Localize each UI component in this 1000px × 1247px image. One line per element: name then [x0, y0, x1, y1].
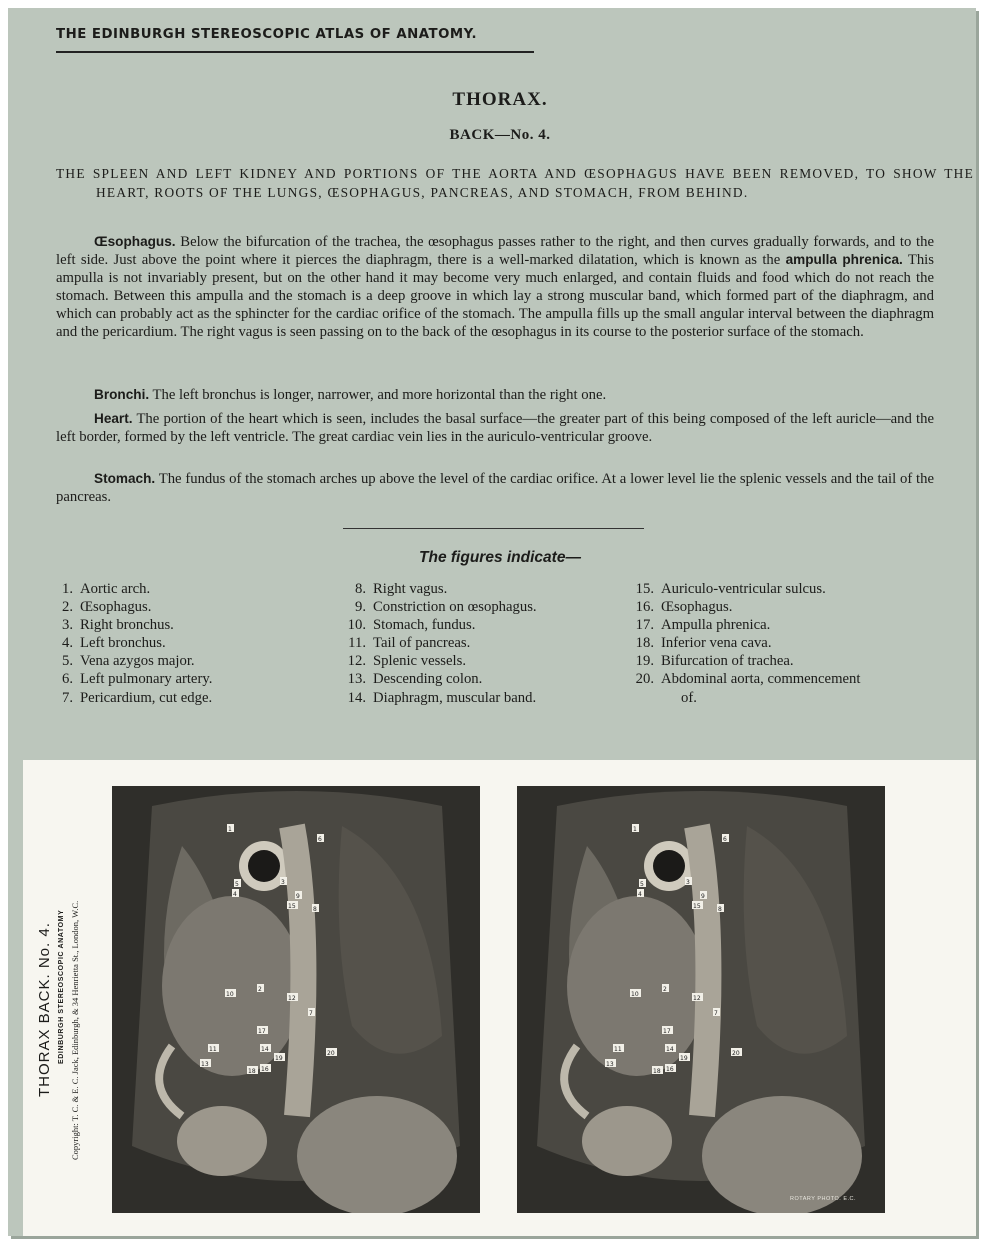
anatomy-shape: [567, 896, 707, 1076]
figure-label-number: 2: [258, 986, 262, 993]
figure-label-number: 4: [233, 891, 237, 898]
paragraph-head: Bronchi.: [94, 387, 150, 402]
figure-label-number: 17: [258, 1028, 266, 1035]
legend-text: Splenic vessels.: [373, 653, 467, 670]
legend-number: 10.: [347, 617, 366, 634]
legend-number: 4.: [61, 635, 73, 652]
legend-number: 11.: [348, 635, 366, 652]
legend-item: [346, 580, 537, 598]
legend-item: [56, 689, 212, 707]
figure-label-number: 19: [275, 1055, 283, 1062]
paragraph-oesophagus: [56, 233, 934, 341]
legend-text: Left bronchus.: [80, 635, 166, 652]
figure-label-number: 2: [663, 986, 667, 993]
legend-number: 16.: [635, 599, 654, 616]
legend-item: [634, 598, 860, 616]
figure-label-number: 20: [732, 1050, 740, 1057]
legend-number: 19.: [635, 653, 654, 670]
paragraph-head: Œsophagus.: [94, 234, 176, 249]
legend-number: 1.: [61, 581, 73, 597]
legend-item: [346, 670, 537, 688]
figure-label-number: 11: [614, 1046, 622, 1053]
figure-label-number: 9: [296, 893, 300, 900]
figure-label-number: 18: [653, 1068, 661, 1075]
legend-item: [56, 616, 212, 634]
figure-label-number: 6: [723, 836, 727, 843]
figure-label-number: 17: [663, 1028, 671, 1035]
legend-item: [346, 634, 537, 652]
legend-text: Left pulmonary artery.: [80, 671, 213, 688]
paragraph-text: This ampulla is not invariably present, but on the other hand it may become very much enlarged, and contain fluids and food which do not reach the stomach. Between this ampulla and the stomach is a deep groove in which lay a strong muscular band, which formed part of the diaphragm, and which can probably act as the sphincter for the cardiac orifice of the stomach. The ampulla fills up the small angular interval between the diaphragm and the pericardium. The right vagus is seen passing on to the back of the œsophagus in its course to the posterior surface of the stomach.: [56, 252, 934, 340]
legend-text: Pericardium, cut edge.: [80, 689, 213, 706]
legend-text: Auriculo-ventricular sulcus.: [661, 581, 826, 597]
figure-label-number: 12: [288, 995, 296, 1002]
figure-label-number: 5: [640, 881, 644, 888]
figure-label-number: 10: [631, 991, 639, 998]
figure-label-number: 4: [638, 891, 642, 898]
legend-item: [346, 616, 537, 634]
legend-number: 13.: [347, 671, 366, 688]
legend-item: [56, 598, 212, 616]
legend-text: Aortic arch.: [80, 581, 151, 597]
legend-number: 20.: [635, 671, 654, 688]
figure-label-number: 16: [666, 1066, 674, 1073]
figure-label-number: 1: [228, 826, 232, 833]
stereo-card-title: THORAX BACK. No. 4.: [36, 922, 53, 1097]
anatomy-shape: [582, 1106, 672, 1176]
legend-text: Vena azygos major.: [80, 653, 195, 670]
legend-text: Diaphragm, muscular band.: [373, 689, 537, 706]
figure-label-number: 12: [693, 995, 701, 1002]
paragraph-head: Heart.: [94, 411, 133, 426]
figures-heading: The figures indicate—: [419, 549, 581, 566]
legend-item: [634, 634, 860, 652]
figure-label-number: 15: [288, 903, 296, 910]
legend-text: Inferior vena cava.: [661, 635, 772, 652]
figure-label-number: 7: [714, 1010, 718, 1017]
legend-text: Constriction on œsophagus.: [373, 599, 537, 616]
legend-text: Bifurcation of trachea.: [661, 653, 794, 670]
figure-label-number: 19: [680, 1055, 688, 1062]
legend-item: [56, 634, 212, 652]
anatomy-shape: [162, 896, 302, 1076]
legend-number: 6.: [61, 671, 73, 688]
figure-label-number: 16: [261, 1066, 269, 1073]
stereo-photo-left: [112, 786, 480, 1213]
legend-item: [346, 652, 537, 670]
figure-label-number: 3: [686, 879, 690, 886]
anatomy-shape: [697, 826, 708, 1116]
stereo-photo-right: [517, 786, 885, 1213]
legend-number: 15.: [635, 581, 654, 597]
legend-text: Œsophagus.: [661, 599, 733, 616]
figure-label-number: 5: [235, 881, 239, 888]
stereo-card-copyright: Copyright: T. C. & E. C. Jack, Edinburgh, & 34 Henrietta St., London, W.C.: [70, 900, 80, 1160]
figure-label-number: 13: [201, 1061, 209, 1068]
legend-text: Œsophagus.: [80, 599, 152, 616]
legend-text: Right bronchus.: [80, 617, 174, 634]
legend-number: 2.: [61, 599, 73, 616]
legend-number: 14.: [347, 689, 366, 706]
figure-label-number: 15: [693, 903, 701, 910]
legend-continuation: of.: [681, 689, 697, 706]
legend-item: [56, 652, 212, 670]
legend-number: 9.: [354, 599, 366, 616]
figure-label-number: 7: [309, 1010, 313, 1017]
dissection-photo: [112, 786, 480, 1213]
anatomy-shape: [248, 850, 280, 882]
figure-label-number: 3: [281, 879, 285, 886]
figure-label-number: 6: [318, 836, 322, 843]
legend-number: 5.: [61, 653, 73, 670]
plate-title: THORAX.: [452, 89, 548, 110]
dissection-photo: [517, 786, 885, 1213]
paragraph-bold-term: ampulla phrenica.: [785, 252, 903, 267]
figure-label-number: 13: [606, 1061, 614, 1068]
figure-label-number: 20: [327, 1050, 335, 1057]
legend-text: Stomach, fundus.: [373, 617, 476, 634]
legend-column-2: [346, 580, 537, 707]
legend-text: Descending colon.: [373, 671, 483, 688]
plate-subtitle: BACK—No. 4.: [449, 127, 551, 143]
legend-item: [634, 652, 860, 670]
atlas-title: THE EDINBURGH STEREOSCOPIC ATLAS OF ANATOMY.: [56, 27, 478, 42]
legend-item: [346, 598, 537, 616]
legend-number: 3.: [61, 617, 73, 634]
legend-number: 7.: [61, 689, 73, 706]
paragraph-text: Below the bifurcation of the trachea, the œsophagus passes rather to the right, and then curves gradually forwards, and to the left side. Just above the point where it pierces the diaphragm, there is a well-marked dilatation, which is known as the: [56, 234, 934, 268]
legend-item: [634, 580, 860, 598]
legend-text: Right vagus.: [373, 581, 448, 597]
figure-label-number: 8: [718, 906, 722, 913]
plate-intro: THE SPLEEN AND LEFT KIDNEY AND PORTIONS OF THE AORTA AND ŒSOPHAGUS HAVE BEEN REMOVED, TO SHOW THE HEART, ROOTS OF THE LUNGS, ŒSOPHAGUS, PANCREAS, AND STOMACH, FROM BEHIND.: [56, 166, 974, 200]
legend-item: [634, 616, 860, 634]
figure-label-number: 11: [209, 1046, 217, 1053]
legend-item: [56, 580, 212, 598]
paragraph-bronchi: [56, 386, 934, 404]
anatomy-shape: [177, 1106, 267, 1176]
figure-label-number: 10: [226, 991, 234, 998]
atlas-title-underline: [56, 51, 534, 53]
legend-number: 12.: [347, 653, 366, 670]
anatomy-shape: [297, 1096, 457, 1213]
figure-label-number: 14: [666, 1046, 674, 1053]
section-divider: [343, 528, 644, 529]
figure-label-number: 9: [701, 893, 705, 900]
figure-label-number: 8: [313, 906, 317, 913]
legend-number: 18.: [635, 635, 654, 652]
paragraph-heart: [56, 410, 934, 446]
legend-text: Tail of pancreas.: [373, 635, 471, 652]
figure-label-number: 1: [633, 826, 637, 833]
figure-label-number: 14: [261, 1046, 269, 1053]
legend-item: [346, 689, 537, 707]
anatomy-shape: [653, 850, 685, 882]
paragraph-head: Stomach.: [94, 471, 156, 486]
legend-column-1: [56, 580, 212, 707]
legend-number: 17.: [635, 617, 654, 634]
figure-label-number: 18: [248, 1068, 256, 1075]
paragraph-text: The portion of the heart which is seen, includes the basal surface—the greater part of this being composed of the left auricle—and the left border, formed by the left ventricle. The great cardiac vein lies in the auriculo-ventricular groove.: [56, 411, 934, 445]
paragraph-text: The left bronchus is longer, narrower, and more horizontal than the right one.: [149, 387, 607, 403]
legend-text: Abdominal aorta, commencement: [661, 671, 861, 688]
legend-item: [634, 670, 860, 688]
legend-number: 8.: [354, 581, 366, 597]
photo-credit: ROTARY PHOTO. E.C.: [790, 1196, 857, 1202]
stereo-card-publisher: EDINBURGH STEREOSCOPIC ANATOMY: [58, 909, 65, 1064]
legend-text: Ampulla phrenica.: [661, 617, 771, 634]
anatomy-shape: [292, 826, 303, 1116]
legend-item: [56, 670, 212, 688]
legend-column-3: [634, 580, 860, 707]
paragraph-stomach: [56, 470, 934, 506]
paragraph-text: The fundus of the stomach arches up above the level of the cardiac orifice. At a lower level lie the splenic vessels and the tail of the pancreas.: [56, 471, 934, 505]
